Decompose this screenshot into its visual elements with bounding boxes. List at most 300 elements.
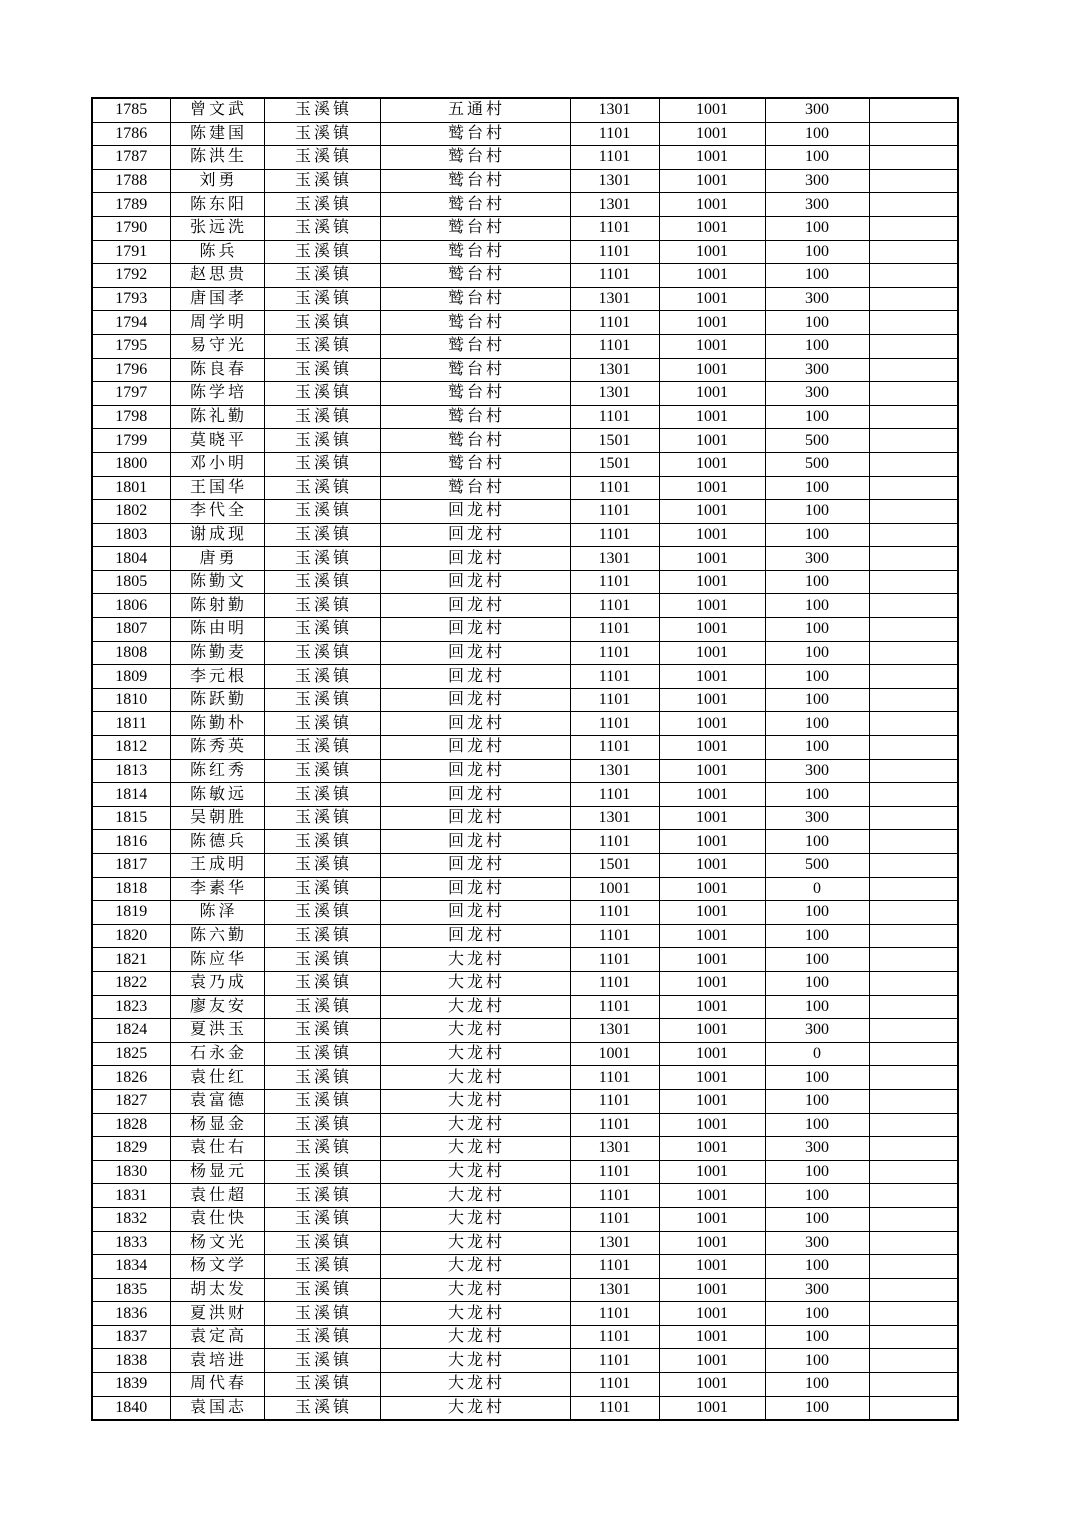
name-cell: 周学明 [170, 311, 264, 335]
code-a-cell: 1301 [570, 759, 659, 783]
name-cell: 陈勤文 [170, 570, 264, 594]
note-cell [869, 146, 958, 170]
note-cell [869, 854, 958, 878]
note-cell [869, 1255, 958, 1279]
village-cell: 大龙村 [380, 1042, 570, 1066]
code-b-cell: 1001 [659, 547, 765, 571]
serial-cell: 1798 [92, 405, 170, 429]
code-a-cell: 1101 [570, 1160, 659, 1184]
name-cell: 陈应华 [170, 948, 264, 972]
code-a-cell: 1301 [570, 1231, 659, 1255]
name-cell: 李元根 [170, 665, 264, 689]
serial-cell: 1811 [92, 712, 170, 736]
code-b-cell: 1001 [659, 924, 765, 948]
serial-cell: 1834 [92, 1255, 170, 1279]
amount-cell: 100 [765, 1066, 869, 1090]
note-cell [869, 358, 958, 382]
village-cell: 回龙村 [380, 924, 570, 948]
amount-cell: 300 [765, 98, 869, 122]
village-cell: 回龙村 [380, 806, 570, 830]
amount-cell: 100 [765, 901, 869, 925]
code-a-cell: 1101 [570, 1255, 659, 1279]
code-a-cell: 1101 [570, 405, 659, 429]
table-row [92, 1231, 958, 1255]
note-cell [869, 382, 958, 406]
name-cell: 李素华 [170, 877, 264, 901]
note-cell [869, 264, 958, 288]
town-cell: 玉溪镇 [264, 98, 380, 122]
town-cell: 玉溪镇 [264, 1373, 380, 1397]
amount-cell: 100 [765, 641, 869, 665]
serial-cell: 1795 [92, 334, 170, 358]
amount-cell: 100 [765, 1207, 869, 1231]
amount-cell: 100 [765, 1325, 869, 1349]
table-row [92, 1325, 958, 1349]
code-a-cell: 1001 [570, 1042, 659, 1066]
code-b-cell: 1001 [659, 1066, 765, 1090]
code-a-cell: 1101 [570, 216, 659, 240]
name-cell: 陈六勤 [170, 924, 264, 948]
name-cell: 夏洪财 [170, 1302, 264, 1326]
name-cell: 易守光 [170, 334, 264, 358]
code-a-cell: 1301 [570, 287, 659, 311]
amount-cell: 300 [765, 547, 869, 571]
code-a-cell: 1101 [570, 122, 659, 146]
village-cell: 大龙村 [380, 1255, 570, 1279]
village-cell: 大龙村 [380, 1396, 570, 1420]
note-cell [869, 1373, 958, 1397]
village-cell: 回龙村 [380, 641, 570, 665]
table-row [92, 146, 958, 170]
code-a-cell: 1101 [570, 641, 659, 665]
village-cell: 回龙村 [380, 523, 570, 547]
serial-cell: 1807 [92, 618, 170, 642]
note-cell [869, 193, 958, 217]
serial-cell: 1804 [92, 547, 170, 571]
amount-cell: 100 [765, 712, 869, 736]
code-b-cell: 1001 [659, 783, 765, 807]
code-a-cell: 1101 [570, 736, 659, 760]
town-cell: 玉溪镇 [264, 523, 380, 547]
note-cell [869, 1160, 958, 1184]
village-cell: 大龙村 [380, 1137, 570, 1161]
name-cell: 陈勤朴 [170, 712, 264, 736]
code-b-cell: 1001 [659, 240, 765, 264]
village-cell: 大龙村 [380, 971, 570, 995]
table-row [92, 476, 958, 500]
town-cell: 玉溪镇 [264, 1349, 380, 1373]
table-row [92, 854, 958, 878]
town-cell: 玉溪镇 [264, 1302, 380, 1326]
village-cell: 大龙村 [380, 1113, 570, 1137]
village-cell: 回龙村 [380, 783, 570, 807]
amount-cell: 300 [765, 169, 869, 193]
table-row [92, 287, 958, 311]
village-cell: 鹫台村 [380, 240, 570, 264]
table-row [92, 1160, 958, 1184]
town-cell: 玉溪镇 [264, 146, 380, 170]
name-cell: 杨文学 [170, 1255, 264, 1279]
table-row [92, 1066, 958, 1090]
note-cell [869, 948, 958, 972]
note-cell [869, 547, 958, 571]
name-cell: 陈勤麦 [170, 641, 264, 665]
amount-cell: 0 [765, 1042, 869, 1066]
table-row [92, 429, 958, 453]
code-a-cell: 1101 [570, 901, 659, 925]
table-row [92, 1207, 958, 1231]
name-cell: 杨文光 [170, 1231, 264, 1255]
town-cell: 玉溪镇 [264, 358, 380, 382]
table-row [92, 830, 958, 854]
note-cell [869, 995, 958, 1019]
serial-cell: 1839 [92, 1373, 170, 1397]
town-cell: 玉溪镇 [264, 1184, 380, 1208]
amount-cell: 300 [765, 1231, 869, 1255]
serial-cell: 1830 [92, 1160, 170, 1184]
town-cell: 玉溪镇 [264, 830, 380, 854]
code-a-cell: 1501 [570, 429, 659, 453]
name-cell: 陈洪生 [170, 146, 264, 170]
note-cell [869, 783, 958, 807]
code-b-cell: 1001 [659, 1255, 765, 1279]
serial-cell: 1819 [92, 901, 170, 925]
table-row [92, 712, 958, 736]
code-a-cell: 1101 [570, 1396, 659, 1420]
amount-cell: 100 [765, 264, 869, 288]
name-cell: 袁富德 [170, 1089, 264, 1113]
village-cell: 鹫台村 [380, 405, 570, 429]
code-a-cell: 1301 [570, 98, 659, 122]
serial-cell: 1837 [92, 1325, 170, 1349]
amount-cell: 100 [765, 1349, 869, 1373]
code-b-cell: 1001 [659, 452, 765, 476]
code-b-cell: 1001 [659, 98, 765, 122]
note-cell [869, 523, 958, 547]
town-cell: 玉溪镇 [264, 1042, 380, 1066]
serial-cell: 1812 [92, 736, 170, 760]
code-a-cell: 1101 [570, 334, 659, 358]
serial-cell: 1802 [92, 500, 170, 524]
code-a-cell: 1101 [570, 146, 659, 170]
village-cell: 大龙村 [380, 1184, 570, 1208]
table-row [92, 688, 958, 712]
name-cell: 陈红秀 [170, 759, 264, 783]
serial-cell: 1791 [92, 240, 170, 264]
amount-cell: 100 [765, 1184, 869, 1208]
town-cell: 玉溪镇 [264, 594, 380, 618]
village-cell: 五通村 [380, 98, 570, 122]
serial-cell: 1794 [92, 311, 170, 335]
code-b-cell: 1001 [659, 523, 765, 547]
serial-cell: 1787 [92, 146, 170, 170]
code-a-cell: 1001 [570, 877, 659, 901]
note-cell [869, 1325, 958, 1349]
code-a-cell: 1101 [570, 1184, 659, 1208]
amount-cell: 500 [765, 429, 869, 453]
code-b-cell: 1001 [659, 1396, 765, 1420]
code-b-cell: 1001 [659, 641, 765, 665]
note-cell [869, 594, 958, 618]
serial-cell: 1835 [92, 1278, 170, 1302]
amount-cell: 100 [765, 1113, 869, 1137]
town-cell: 玉溪镇 [264, 1207, 380, 1231]
village-cell: 鹫台村 [380, 264, 570, 288]
note-cell [869, 830, 958, 854]
village-cell: 回龙村 [380, 688, 570, 712]
note-cell [869, 1089, 958, 1113]
village-cell: 鹫台村 [380, 358, 570, 382]
name-cell: 陈学培 [170, 382, 264, 406]
village-cell: 鹫台村 [380, 287, 570, 311]
town-cell: 玉溪镇 [264, 311, 380, 335]
code-a-cell: 1101 [570, 1302, 659, 1326]
code-b-cell: 1001 [659, 995, 765, 1019]
village-cell: 大龙村 [380, 1302, 570, 1326]
name-cell: 莫晓平 [170, 429, 264, 453]
serial-cell: 1809 [92, 665, 170, 689]
note-cell [869, 1042, 958, 1066]
amount-cell: 100 [765, 971, 869, 995]
code-b-cell: 1001 [659, 429, 765, 453]
code-b-cell: 1001 [659, 334, 765, 358]
town-cell: 玉溪镇 [264, 1113, 380, 1137]
town-cell: 玉溪镇 [264, 1019, 380, 1043]
table-row [92, 1373, 958, 1397]
code-a-cell: 1101 [570, 1207, 659, 1231]
village-cell: 回龙村 [380, 500, 570, 524]
table-row [92, 98, 958, 122]
name-cell: 刘勇 [170, 169, 264, 193]
note-cell [869, 452, 958, 476]
code-a-cell: 1101 [570, 924, 659, 948]
town-cell: 玉溪镇 [264, 712, 380, 736]
table-row [92, 641, 958, 665]
name-cell: 陈良春 [170, 358, 264, 382]
serial-cell: 1788 [92, 169, 170, 193]
code-a-cell: 1501 [570, 452, 659, 476]
serial-cell: 1820 [92, 924, 170, 948]
serial-cell: 1824 [92, 1019, 170, 1043]
note-cell [869, 429, 958, 453]
name-cell: 陈敏远 [170, 783, 264, 807]
table-row [92, 759, 958, 783]
code-b-cell: 1001 [659, 1231, 765, 1255]
name-cell: 胡太发 [170, 1278, 264, 1302]
code-b-cell: 1001 [659, 901, 765, 925]
note-cell [869, 1349, 958, 1373]
name-cell: 陈由明 [170, 618, 264, 642]
name-cell: 杨显元 [170, 1160, 264, 1184]
name-cell: 曾文武 [170, 98, 264, 122]
table-row [92, 1255, 958, 1279]
code-b-cell: 1001 [659, 122, 765, 146]
code-b-cell: 1001 [659, 618, 765, 642]
code-a-cell: 1301 [570, 358, 659, 382]
note-cell [869, 1066, 958, 1090]
code-b-cell: 1001 [659, 570, 765, 594]
serial-cell: 1793 [92, 287, 170, 311]
village-cell: 鹫台村 [380, 122, 570, 146]
note-cell [869, 877, 958, 901]
table-row [92, 240, 958, 264]
code-b-cell: 1001 [659, 500, 765, 524]
serial-cell: 1813 [92, 759, 170, 783]
name-cell: 李代全 [170, 500, 264, 524]
code-b-cell: 1001 [659, 1184, 765, 1208]
amount-cell: 500 [765, 452, 869, 476]
town-cell: 玉溪镇 [264, 1325, 380, 1349]
code-a-cell: 1101 [570, 971, 659, 995]
serial-cell: 1828 [92, 1113, 170, 1137]
name-cell: 廖友安 [170, 995, 264, 1019]
village-cell: 大龙村 [380, 995, 570, 1019]
town-cell: 玉溪镇 [264, 1160, 380, 1184]
code-a-cell: 1101 [570, 1089, 659, 1113]
town-cell: 玉溪镇 [264, 665, 380, 689]
table-row [92, 500, 958, 524]
note-cell [869, 500, 958, 524]
name-cell: 袁定高 [170, 1325, 264, 1349]
name-cell: 陈建国 [170, 122, 264, 146]
name-cell: 赵思贵 [170, 264, 264, 288]
code-a-cell: 1301 [570, 806, 659, 830]
town-cell: 玉溪镇 [264, 1231, 380, 1255]
code-b-cell: 1001 [659, 1373, 765, 1397]
note-cell [869, 901, 958, 925]
table-row [92, 1184, 958, 1208]
town-cell: 玉溪镇 [264, 547, 380, 571]
amount-cell: 500 [765, 854, 869, 878]
note-cell [869, 924, 958, 948]
town-cell: 玉溪镇 [264, 924, 380, 948]
code-a-cell: 1301 [570, 193, 659, 217]
name-cell: 张远洗 [170, 216, 264, 240]
code-b-cell: 1001 [659, 358, 765, 382]
note-cell [869, 334, 958, 358]
serial-cell: 1817 [92, 854, 170, 878]
name-cell: 王成明 [170, 854, 264, 878]
table-row [92, 570, 958, 594]
code-a-cell: 1301 [570, 169, 659, 193]
code-b-cell: 1001 [659, 311, 765, 335]
village-cell: 鹫台村 [380, 476, 570, 500]
village-cell: 回龙村 [380, 759, 570, 783]
village-cell: 回龙村 [380, 712, 570, 736]
name-cell: 袁培进 [170, 1349, 264, 1373]
name-cell: 陈射勤 [170, 594, 264, 618]
town-cell: 玉溪镇 [264, 688, 380, 712]
village-cell: 大龙村 [380, 1160, 570, 1184]
table-row [92, 523, 958, 547]
name-cell: 夏洪玉 [170, 1019, 264, 1043]
village-cell: 大龙村 [380, 1231, 570, 1255]
name-cell: 周代春 [170, 1373, 264, 1397]
note-cell [869, 736, 958, 760]
table-row [92, 334, 958, 358]
code-b-cell: 1001 [659, 287, 765, 311]
amount-cell: 100 [765, 1089, 869, 1113]
amount-cell: 100 [765, 334, 869, 358]
code-b-cell: 1001 [659, 1089, 765, 1113]
serial-cell: 1818 [92, 877, 170, 901]
code-b-cell: 1001 [659, 1349, 765, 1373]
village-cell: 回龙村 [380, 736, 570, 760]
code-b-cell: 1001 [659, 1302, 765, 1326]
serial-cell: 1800 [92, 452, 170, 476]
table-row [92, 311, 958, 335]
serial-cell: 1825 [92, 1042, 170, 1066]
code-b-cell: 1001 [659, 665, 765, 689]
village-cell: 大龙村 [380, 1066, 570, 1090]
code-b-cell: 1001 [659, 1113, 765, 1137]
serial-cell: 1799 [92, 429, 170, 453]
serial-cell: 1823 [92, 995, 170, 1019]
town-cell: 玉溪镇 [264, 759, 380, 783]
village-cell: 回龙村 [380, 594, 570, 618]
town-cell: 玉溪镇 [264, 500, 380, 524]
name-cell: 唐国孝 [170, 287, 264, 311]
amount-cell: 300 [765, 1019, 869, 1043]
code-a-cell: 1101 [570, 1373, 659, 1397]
town-cell: 玉溪镇 [264, 1396, 380, 1420]
note-cell [869, 405, 958, 429]
serial-cell: 1796 [92, 358, 170, 382]
serial-cell: 1786 [92, 122, 170, 146]
code-a-cell: 1101 [570, 618, 659, 642]
village-cell: 大龙村 [380, 1325, 570, 1349]
serial-cell: 1806 [92, 594, 170, 618]
code-a-cell: 1101 [570, 948, 659, 972]
town-cell: 玉溪镇 [264, 1089, 380, 1113]
town-cell: 玉溪镇 [264, 1278, 380, 1302]
village-cell: 大龙村 [380, 1207, 570, 1231]
code-b-cell: 1001 [659, 806, 765, 830]
amount-cell: 100 [765, 948, 869, 972]
table-row [92, 806, 958, 830]
code-a-cell: 1101 [570, 1325, 659, 1349]
note-cell [869, 1184, 958, 1208]
note-cell [869, 287, 958, 311]
table-row [92, 1278, 958, 1302]
name-cell: 袁仕快 [170, 1207, 264, 1231]
table-row [92, 995, 958, 1019]
town-cell: 玉溪镇 [264, 948, 380, 972]
note-cell [869, 98, 958, 122]
amount-cell: 100 [765, 523, 869, 547]
village-cell: 鹫台村 [380, 429, 570, 453]
amount-cell: 100 [765, 216, 869, 240]
amount-cell: 300 [765, 287, 869, 311]
name-cell: 袁仕红 [170, 1066, 264, 1090]
code-a-cell: 1101 [570, 500, 659, 524]
code-a-cell: 1101 [570, 523, 659, 547]
note-cell [869, 240, 958, 264]
town-cell: 玉溪镇 [264, 452, 380, 476]
code-b-cell: 1001 [659, 854, 765, 878]
table-row [92, 1042, 958, 1066]
name-cell: 袁仕右 [170, 1137, 264, 1161]
amount-cell: 100 [765, 1373, 869, 1397]
code-b-cell: 1001 [659, 948, 765, 972]
town-cell: 玉溪镇 [264, 240, 380, 264]
village-cell: 回龙村 [380, 547, 570, 571]
town-cell: 玉溪镇 [264, 334, 380, 358]
amount-cell: 300 [765, 358, 869, 382]
code-a-cell: 1101 [570, 1113, 659, 1137]
code-b-cell: 1001 [659, 1278, 765, 1302]
table-row [92, 877, 958, 901]
